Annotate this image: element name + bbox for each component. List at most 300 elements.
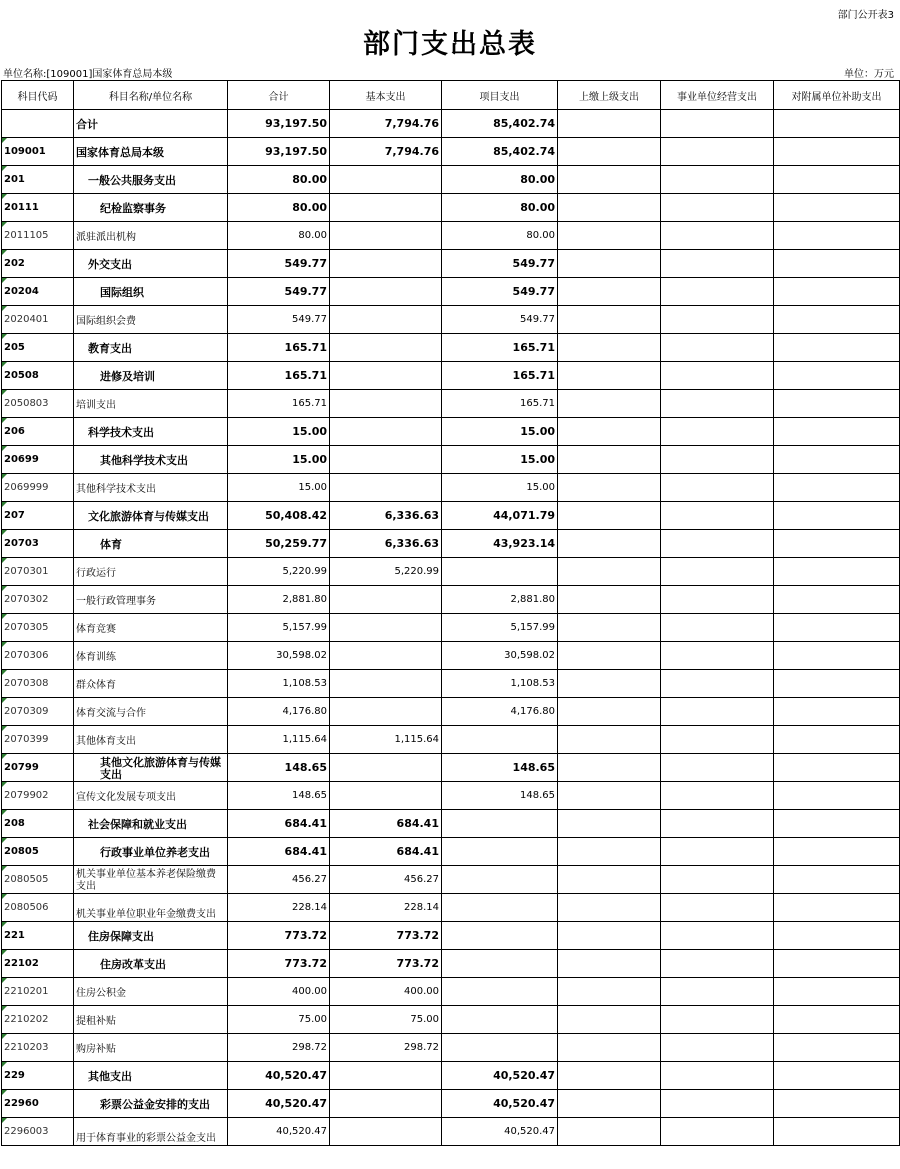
row-name: 提租补贴: [74, 1006, 228, 1034]
row-code: 201: [2, 166, 74, 194]
page-title: 部门支出总表: [363, 29, 537, 60]
row-name: 体育竞赛: [74, 614, 228, 642]
table-row: [2, 698, 900, 726]
header-name: 科目名称/单位名称: [74, 81, 228, 110]
row-business-ops: [661, 1118, 774, 1146]
row-code: 20805: [2, 838, 74, 866]
row-subsidiary-subsidy: [774, 194, 900, 222]
row-subsidiary-subsidy: [774, 726, 900, 754]
row-code: 20799: [2, 754, 74, 782]
row-name: 一般公共服务支出: [74, 166, 228, 194]
header-subsidiary-subsidy: 对附属单位补助支出: [774, 81, 900, 110]
header-basic: 基本支出: [330, 81, 442, 110]
row-subsidiary-subsidy: [774, 1006, 900, 1034]
table-row: [2, 362, 900, 390]
row-code: 20699: [2, 446, 74, 474]
table-row: [2, 922, 900, 950]
row-subsidiary-subsidy: [774, 894, 900, 922]
row-upper-remit: [558, 446, 661, 474]
row-subsidiary-subsidy: [774, 614, 900, 642]
row-business-ops: [661, 194, 774, 222]
row-code: 2070308: [2, 670, 74, 698]
row-basic: 228.14: [330, 894, 442, 922]
row-project: 549.77: [442, 306, 558, 334]
table-row: [2, 194, 900, 222]
row-name: 用于体育事业的彩票公益金支出: [74, 1118, 228, 1146]
row-name: 派驻派出机构: [74, 222, 228, 250]
header-business-ops: 事业单位经营支出: [661, 81, 774, 110]
row-business-ops: [661, 726, 774, 754]
row-project: [442, 558, 558, 586]
row-subsidiary-subsidy: [774, 502, 900, 530]
row-business-ops: [661, 1090, 774, 1118]
row-code: 2210202: [2, 1006, 74, 1034]
row-code: 2210201: [2, 978, 74, 1006]
row-project: [442, 838, 558, 866]
row-total: 228.14: [228, 894, 330, 922]
row-total: 40,520.47: [228, 1062, 330, 1090]
row-basic: [330, 698, 442, 726]
row-subsidiary-subsidy: [774, 166, 900, 194]
row-business-ops: [661, 978, 774, 1006]
row-upper-remit: [558, 502, 661, 530]
row-project: 549.77: [442, 250, 558, 278]
header-upper-remit: 上缴上级支出: [558, 81, 661, 110]
row-project: 15.00: [442, 474, 558, 502]
row-code: 20508: [2, 362, 74, 390]
row-basic: 6,336.63: [330, 502, 442, 530]
row-total: 684.41: [228, 810, 330, 838]
row-project: [442, 894, 558, 922]
table-row: [2, 558, 900, 586]
row-basic: [330, 754, 442, 782]
row-code: 2080506: [2, 894, 74, 922]
row-business-ops: [661, 670, 774, 698]
row-basic: [330, 474, 442, 502]
table-row: [2, 894, 900, 922]
row-project: 85,402.74: [442, 110, 558, 138]
row-subsidiary-subsidy: [774, 754, 900, 782]
row-business-ops: [661, 278, 774, 306]
currency-unit: 单位：万元: [844, 69, 894, 80]
row-project: 148.65: [442, 754, 558, 782]
row-project: 148.65: [442, 782, 558, 810]
row-basic: 773.72: [330, 922, 442, 950]
row-basic: 7,794.76: [330, 110, 442, 138]
row-business-ops: [661, 1006, 774, 1034]
row-business-ops: [661, 222, 774, 250]
row-project: 4,176.80: [442, 698, 558, 726]
row-business-ops: [661, 166, 774, 194]
row-basic: 5,220.99: [330, 558, 442, 586]
row-business-ops: [661, 390, 774, 418]
row-project: 165.71: [442, 334, 558, 362]
row-total: 93,197.50: [228, 138, 330, 166]
table-row: [2, 670, 900, 698]
row-subsidiary-subsidy: [774, 362, 900, 390]
row-basic: [330, 670, 442, 698]
row-project: 85,402.74: [442, 138, 558, 166]
row-business-ops: [661, 782, 774, 810]
row-subsidiary-subsidy: [774, 642, 900, 670]
row-total: 15.00: [228, 418, 330, 446]
row-basic: 7,794.76: [330, 138, 442, 166]
row-upper-remit: [558, 1090, 661, 1118]
row-business-ops: [661, 922, 774, 950]
table-row: [2, 474, 900, 502]
row-subsidiary-subsidy: [774, 978, 900, 1006]
row-project: 30,598.02: [442, 642, 558, 670]
row-total: 5,220.99: [228, 558, 330, 586]
row-upper-remit: [558, 894, 661, 922]
row-business-ops: [661, 558, 774, 586]
row-upper-remit: [558, 166, 661, 194]
row-project: 1,108.53: [442, 670, 558, 698]
row-name: 文化旅游体育与传媒支出: [74, 502, 228, 530]
row-subsidiary-subsidy: [774, 1090, 900, 1118]
row-basic: [330, 1118, 442, 1146]
row-subsidiary-subsidy: [774, 866, 900, 894]
row-project: 43,923.14: [442, 530, 558, 558]
row-name: 宣传文化发展专项支出: [74, 782, 228, 810]
row-subsidiary-subsidy: [774, 306, 900, 334]
row-subsidiary-subsidy: [774, 222, 900, 250]
row-code: 2210203: [2, 1034, 74, 1062]
row-project: 2,881.80: [442, 586, 558, 614]
row-subsidiary-subsidy: [774, 418, 900, 446]
row-upper-remit: [558, 922, 661, 950]
row-subsidiary-subsidy: [774, 1062, 900, 1090]
header-row: [2, 81, 900, 110]
row-subsidiary-subsidy: [774, 1034, 900, 1062]
row-total: 50,259.77: [228, 530, 330, 558]
row-subsidiary-subsidy: [774, 110, 900, 138]
row-name: 购房补贴: [74, 1034, 228, 1062]
expenditure-table: [1, 80, 900, 1146]
row-code: 2296003: [2, 1118, 74, 1146]
table-row: [2, 446, 900, 474]
row-upper-remit: [558, 362, 661, 390]
table-row: [2, 810, 900, 838]
row-business-ops: [661, 698, 774, 726]
row-subsidiary-subsidy: [774, 334, 900, 362]
header-project: 项目支出: [442, 81, 558, 110]
row-subsidiary-subsidy: [774, 838, 900, 866]
row-name: 培训支出: [74, 390, 228, 418]
table-row: [2, 306, 900, 334]
table-row: [2, 530, 900, 558]
table-row: [2, 754, 900, 782]
row-subsidiary-subsidy: [774, 446, 900, 474]
row-name: 其他支出: [74, 1062, 228, 1090]
row-name: 其他科学技术支出: [74, 446, 228, 474]
row-total: 1,108.53: [228, 670, 330, 698]
table-row: [2, 1090, 900, 1118]
row-code: 2070309: [2, 698, 74, 726]
row-upper-remit: [558, 838, 661, 866]
row-business-ops: [661, 446, 774, 474]
row-name: 国际组织: [74, 278, 228, 306]
row-business-ops: [661, 530, 774, 558]
row-project: [442, 922, 558, 950]
row-project: [442, 866, 558, 894]
row-code: 229: [2, 1062, 74, 1090]
row-project: 549.77: [442, 278, 558, 306]
row-business-ops: [661, 138, 774, 166]
row-project: [442, 1034, 558, 1062]
row-upper-remit: [558, 474, 661, 502]
row-total: 1,115.64: [228, 726, 330, 754]
row-project: 15.00: [442, 418, 558, 446]
row-name: 一般行政管理事务: [74, 586, 228, 614]
row-basic: [330, 250, 442, 278]
row-business-ops: [661, 502, 774, 530]
row-total: 549.77: [228, 306, 330, 334]
row-name: 体育交流与合作: [74, 698, 228, 726]
row-project: 40,520.47: [442, 1090, 558, 1118]
row-subsidiary-subsidy: [774, 922, 900, 950]
row-subsidiary-subsidy: [774, 138, 900, 166]
row-total: 80.00: [228, 194, 330, 222]
row-name: 其他科学技术支出: [74, 474, 228, 502]
table-row: [2, 1006, 900, 1034]
row-basic: [330, 446, 442, 474]
row-subsidiary-subsidy: [774, 390, 900, 418]
row-subsidiary-subsidy: [774, 1118, 900, 1146]
row-project: [442, 726, 558, 754]
row-upper-remit: [558, 782, 661, 810]
row-basic: [330, 166, 442, 194]
row-project: 80.00: [442, 166, 558, 194]
row-name: 机关事业单位基本养老保险缴费支出: [74, 866, 228, 894]
row-project: 165.71: [442, 390, 558, 418]
row-upper-remit: [558, 278, 661, 306]
table-row: [2, 334, 900, 362]
row-basic: [330, 194, 442, 222]
row-business-ops: [661, 642, 774, 670]
row-upper-remit: [558, 950, 661, 978]
row-name: 住房公积金: [74, 978, 228, 1006]
row-total: 4,176.80: [228, 698, 330, 726]
row-basic: 1,115.64: [330, 726, 442, 754]
row-total: 549.77: [228, 250, 330, 278]
table-row: [2, 1062, 900, 1090]
row-project: 5,157.99: [442, 614, 558, 642]
table-row: [2, 138, 900, 166]
row-project: 165.71: [442, 362, 558, 390]
row-code: 109001: [2, 138, 74, 166]
row-code: 2011105: [2, 222, 74, 250]
row-name: 其他文化旅游体育与传媒支出: [74, 754, 228, 782]
row-subsidiary-subsidy: [774, 278, 900, 306]
row-basic: 298.72: [330, 1034, 442, 1062]
row-basic: [330, 1062, 442, 1090]
row-basic: [330, 278, 442, 306]
row-total: 456.27: [228, 866, 330, 894]
row-upper-remit: [558, 614, 661, 642]
row-upper-remit: [558, 334, 661, 362]
row-business-ops: [661, 754, 774, 782]
table-row: [2, 726, 900, 754]
row-subsidiary-subsidy: [774, 250, 900, 278]
row-code: 20111: [2, 194, 74, 222]
row-code: 205: [2, 334, 74, 362]
row-business-ops: [661, 362, 774, 390]
row-name: 住房改革支出: [74, 950, 228, 978]
row-code: 2080505: [2, 866, 74, 894]
row-name: 科学技术支出: [74, 418, 228, 446]
row-upper-remit: [558, 558, 661, 586]
row-basic: 684.41: [330, 838, 442, 866]
row-basic: 773.72: [330, 950, 442, 978]
row-code: 2070306: [2, 642, 74, 670]
row-name: 进修及培训: [74, 362, 228, 390]
row-name: 合计: [74, 110, 228, 138]
table-body: [2, 110, 900, 1146]
row-name: 体育训练: [74, 642, 228, 670]
row-code: 221: [2, 922, 74, 950]
row-total: 15.00: [228, 474, 330, 502]
row-name: 社会保障和就业支出: [74, 810, 228, 838]
row-project: [442, 1006, 558, 1034]
row-business-ops: [661, 1034, 774, 1062]
row-business-ops: [661, 950, 774, 978]
row-basic: [330, 614, 442, 642]
row-business-ops: [661, 1062, 774, 1090]
row-basic: [330, 1090, 442, 1118]
row-basic: [330, 306, 442, 334]
row-code: 2070305: [2, 614, 74, 642]
row-name: 群众体育: [74, 670, 228, 698]
row-name: 行政运行: [74, 558, 228, 586]
row-project: [442, 978, 558, 1006]
row-total: 40,520.47: [228, 1090, 330, 1118]
row-upper-remit: [558, 978, 661, 1006]
row-code: 2069999: [2, 474, 74, 502]
table-row: [2, 278, 900, 306]
table-row: [2, 390, 900, 418]
row-upper-remit: [558, 1118, 661, 1146]
row-basic: [330, 362, 442, 390]
row-basic: 75.00: [330, 1006, 442, 1034]
row-project: 15.00: [442, 446, 558, 474]
row-upper-remit: [558, 1062, 661, 1090]
row-business-ops: [661, 110, 774, 138]
row-code: 2020401: [2, 306, 74, 334]
row-code: 208: [2, 810, 74, 838]
row-total: 40,520.47: [228, 1118, 330, 1146]
unit-name: 单位名称:[109001]国家体育总局本级: [3, 69, 173, 80]
row-total: 15.00: [228, 446, 330, 474]
row-basic: [330, 418, 442, 446]
row-project: 40,520.47: [442, 1062, 558, 1090]
row-upper-remit: [558, 390, 661, 418]
row-name: 住房保障支出: [74, 922, 228, 950]
row-project: 80.00: [442, 194, 558, 222]
row-total: 148.65: [228, 754, 330, 782]
row-business-ops: [661, 614, 774, 642]
row-basic: 684.41: [330, 810, 442, 838]
row-code: 20204: [2, 278, 74, 306]
row-basic: 6,336.63: [330, 530, 442, 558]
row-upper-remit: [558, 250, 661, 278]
table-row: [2, 250, 900, 278]
row-name: 其他体育支出: [74, 726, 228, 754]
row-subsidiary-subsidy: [774, 810, 900, 838]
row-basic: [330, 642, 442, 670]
table-row: [2, 222, 900, 250]
row-upper-remit: [558, 306, 661, 334]
row-upper-remit: [558, 642, 661, 670]
table-row: [2, 502, 900, 530]
row-upper-remit: [558, 698, 661, 726]
row-business-ops: [661, 586, 774, 614]
row-upper-remit: [558, 1006, 661, 1034]
row-subsidiary-subsidy: [774, 782, 900, 810]
row-total: 2,881.80: [228, 586, 330, 614]
row-code: 2079902: [2, 782, 74, 810]
row-name: 国家体育总局本级: [74, 138, 228, 166]
row-code: 207: [2, 502, 74, 530]
row-upper-remit: [558, 670, 661, 698]
header-total: 合计: [228, 81, 330, 110]
row-subsidiary-subsidy: [774, 586, 900, 614]
row-upper-remit: [558, 530, 661, 558]
row-business-ops: [661, 838, 774, 866]
row-subsidiary-subsidy: [774, 474, 900, 502]
row-code: 2050803: [2, 390, 74, 418]
row-business-ops: [661, 474, 774, 502]
row-project: 40,520.47: [442, 1118, 558, 1146]
form-number: 部门公开表3: [837, 10, 894, 21]
row-total: 80.00: [228, 222, 330, 250]
row-upper-remit: [558, 754, 661, 782]
row-total: 773.72: [228, 950, 330, 978]
row-name: 机关事业单位职业年金缴费支出: [74, 894, 228, 922]
row-code: 20703: [2, 530, 74, 558]
row-code: 22960: [2, 1090, 74, 1118]
table-row: [2, 642, 900, 670]
row-code: 2070301: [2, 558, 74, 586]
row-basic: [330, 390, 442, 418]
row-basic: 400.00: [330, 978, 442, 1006]
row-business-ops: [661, 334, 774, 362]
row-subsidiary-subsidy: [774, 950, 900, 978]
row-project: [442, 950, 558, 978]
row-upper-remit: [558, 418, 661, 446]
row-code: [2, 110, 74, 138]
row-total: 165.71: [228, 362, 330, 390]
row-basic: [330, 334, 442, 362]
row-business-ops: [661, 810, 774, 838]
header-code: 科目代码: [2, 81, 74, 110]
row-upper-remit: [558, 1034, 661, 1062]
row-name: 行政事业单位养老支出: [74, 838, 228, 866]
table-row: [2, 418, 900, 446]
table-row: [2, 110, 900, 138]
row-subsidiary-subsidy: [774, 670, 900, 698]
row-total: 165.71: [228, 390, 330, 418]
row-name: 体育: [74, 530, 228, 558]
row-upper-remit: [558, 866, 661, 894]
row-business-ops: [661, 866, 774, 894]
row-code: 22102: [2, 950, 74, 978]
row-total: 93,197.50: [228, 110, 330, 138]
row-project: [442, 810, 558, 838]
table-row: [2, 978, 900, 1006]
row-code: 2070399: [2, 726, 74, 754]
row-total: 165.71: [228, 334, 330, 362]
